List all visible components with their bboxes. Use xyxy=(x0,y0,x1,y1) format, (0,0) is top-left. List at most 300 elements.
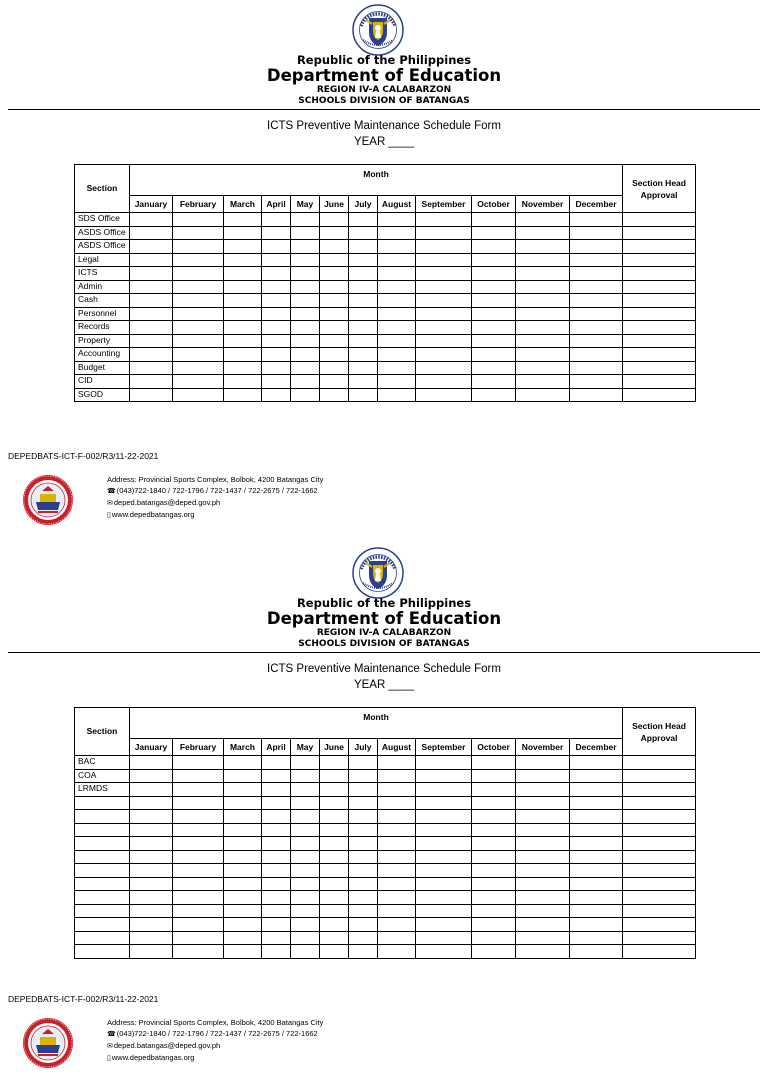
schedule-cell[interactable] xyxy=(378,769,416,783)
schedule-cell[interactable] xyxy=(349,891,378,905)
schedule-cell[interactable] xyxy=(378,213,416,227)
schedule-cell[interactable] xyxy=(349,267,378,281)
schedule-cell[interactable] xyxy=(291,226,320,240)
schedule-cell[interactable] xyxy=(349,769,378,783)
schedule-cell[interactable] xyxy=(416,769,472,783)
schedule-cell[interactable] xyxy=(378,307,416,321)
approval-cell[interactable] xyxy=(623,904,696,918)
schedule-cell[interactable] xyxy=(173,321,224,335)
schedule-cell[interactable] xyxy=(291,891,320,905)
approval-cell[interactable] xyxy=(623,810,696,824)
schedule-cell[interactable] xyxy=(320,877,349,891)
approval-cell[interactable] xyxy=(623,945,696,959)
schedule-cell[interactable] xyxy=(516,931,570,945)
schedule-cell[interactable] xyxy=(378,796,416,810)
schedule-cell[interactable] xyxy=(320,348,349,362)
schedule-cell[interactable] xyxy=(516,796,570,810)
approval-cell[interactable] xyxy=(623,850,696,864)
schedule-cell[interactable] xyxy=(416,796,472,810)
schedule-cell[interactable] xyxy=(416,348,472,362)
schedule-cell[interactable] xyxy=(224,334,262,348)
schedule-cell[interactable] xyxy=(516,321,570,335)
schedule-cell[interactable] xyxy=(320,769,349,783)
schedule-cell[interactable] xyxy=(416,280,472,294)
schedule-cell[interactable] xyxy=(224,348,262,362)
schedule-cell[interactable] xyxy=(516,226,570,240)
schedule-cell[interactable] xyxy=(516,213,570,227)
schedule-cell[interactable] xyxy=(291,307,320,321)
schedule-cell[interactable] xyxy=(291,375,320,389)
schedule-cell[interactable] xyxy=(130,361,173,375)
schedule-cell[interactable] xyxy=(130,213,173,227)
schedule-cell[interactable] xyxy=(416,240,472,254)
schedule-cell[interactable] xyxy=(472,823,516,837)
schedule-cell[interactable] xyxy=(416,267,472,281)
schedule-cell[interactable] xyxy=(320,823,349,837)
schedule-cell[interactable] xyxy=(472,226,516,240)
schedule-cell[interactable] xyxy=(416,837,472,851)
schedule-cell[interactable] xyxy=(516,837,570,851)
schedule-cell[interactable] xyxy=(224,240,262,254)
schedule-cell[interactable] xyxy=(173,823,224,837)
schedule-cell[interactable] xyxy=(472,945,516,959)
schedule-cell[interactable] xyxy=(378,756,416,770)
schedule-cell[interactable] xyxy=(224,321,262,335)
schedule-cell[interactable] xyxy=(130,891,173,905)
schedule-cell[interactable] xyxy=(320,280,349,294)
schedule-cell[interactable] xyxy=(173,918,224,932)
schedule-cell[interactable] xyxy=(224,226,262,240)
schedule-cell[interactable] xyxy=(291,253,320,267)
schedule-cell[interactable] xyxy=(224,850,262,864)
schedule-cell[interactable] xyxy=(224,918,262,932)
schedule-cell[interactable] xyxy=(349,307,378,321)
schedule-cell[interactable] xyxy=(320,253,349,267)
schedule-cell[interactable] xyxy=(378,321,416,335)
approval-cell[interactable] xyxy=(623,796,696,810)
schedule-cell[interactable] xyxy=(516,361,570,375)
approval-cell[interactable] xyxy=(623,918,696,932)
schedule-cell[interactable] xyxy=(416,918,472,932)
schedule-cell[interactable] xyxy=(472,810,516,824)
schedule-cell[interactable] xyxy=(173,334,224,348)
schedule-cell[interactable] xyxy=(570,307,623,321)
schedule-cell[interactable] xyxy=(570,361,623,375)
schedule-cell[interactable] xyxy=(130,348,173,362)
schedule-cell[interactable] xyxy=(262,918,291,932)
approval-cell[interactable] xyxy=(623,769,696,783)
schedule-cell[interactable] xyxy=(262,769,291,783)
schedule-cell[interactable] xyxy=(320,361,349,375)
schedule-cell[interactable] xyxy=(130,334,173,348)
schedule-cell[interactable] xyxy=(224,213,262,227)
schedule-cell[interactable] xyxy=(516,877,570,891)
schedule-cell[interactable] xyxy=(516,891,570,905)
schedule-cell[interactable] xyxy=(173,904,224,918)
schedule-cell[interactable] xyxy=(472,904,516,918)
schedule-cell[interactable] xyxy=(224,769,262,783)
schedule-cell[interactable] xyxy=(349,361,378,375)
schedule-cell[interactable] xyxy=(378,904,416,918)
schedule-cell[interactable] xyxy=(472,267,516,281)
schedule-cell[interactable] xyxy=(320,783,349,797)
schedule-cell[interactable] xyxy=(173,891,224,905)
schedule-cell[interactable] xyxy=(173,796,224,810)
schedule-cell[interactable] xyxy=(173,361,224,375)
approval-cell[interactable] xyxy=(623,321,696,335)
schedule-cell[interactable] xyxy=(472,240,516,254)
schedule-cell[interactable] xyxy=(570,321,623,335)
schedule-cell[interactable] xyxy=(472,837,516,851)
schedule-cell[interactable] xyxy=(416,213,472,227)
schedule-cell[interactable] xyxy=(262,891,291,905)
schedule-cell[interactable] xyxy=(173,348,224,362)
schedule-cell[interactable] xyxy=(130,783,173,797)
schedule-cell[interactable] xyxy=(349,864,378,878)
schedule-cell[interactable] xyxy=(262,321,291,335)
schedule-cell[interactable] xyxy=(291,945,320,959)
schedule-cell[interactable] xyxy=(416,253,472,267)
schedule-cell[interactable] xyxy=(570,348,623,362)
schedule-cell[interactable] xyxy=(224,810,262,824)
schedule-cell[interactable] xyxy=(516,810,570,824)
schedule-cell[interactable] xyxy=(291,213,320,227)
schedule-cell[interactable] xyxy=(516,307,570,321)
schedule-cell[interactable] xyxy=(320,891,349,905)
schedule-cell[interactable] xyxy=(516,850,570,864)
schedule-cell[interactable] xyxy=(472,850,516,864)
schedule-cell[interactable] xyxy=(416,783,472,797)
schedule-cell[interactable] xyxy=(130,321,173,335)
schedule-cell[interactable] xyxy=(516,375,570,389)
schedule-cell[interactable] xyxy=(130,280,173,294)
schedule-cell[interactable] xyxy=(416,321,472,335)
schedule-cell[interactable] xyxy=(472,864,516,878)
schedule-cell[interactable] xyxy=(416,945,472,959)
schedule-cell[interactable] xyxy=(516,294,570,308)
schedule-cell[interactable] xyxy=(516,348,570,362)
schedule-cell[interactable] xyxy=(262,240,291,254)
schedule-cell[interactable] xyxy=(320,945,349,959)
schedule-cell[interactable] xyxy=(378,267,416,281)
approval-cell[interactable] xyxy=(623,226,696,240)
schedule-cell[interactable] xyxy=(320,756,349,770)
schedule-cell[interactable] xyxy=(416,226,472,240)
schedule-cell[interactable] xyxy=(570,226,623,240)
schedule-cell[interactable] xyxy=(224,891,262,905)
schedule-cell[interactable] xyxy=(262,877,291,891)
schedule-cell[interactable] xyxy=(349,783,378,797)
schedule-cell[interactable] xyxy=(472,348,516,362)
schedule-cell[interactable] xyxy=(262,253,291,267)
schedule-cell[interactable] xyxy=(262,226,291,240)
schedule-cell[interactable] xyxy=(173,931,224,945)
schedule-cell[interactable] xyxy=(416,931,472,945)
schedule-cell[interactable] xyxy=(378,823,416,837)
schedule-cell[interactable] xyxy=(262,375,291,389)
schedule-cell[interactable] xyxy=(570,796,623,810)
schedule-cell[interactable] xyxy=(262,796,291,810)
schedule-cell[interactable] xyxy=(291,918,320,932)
schedule-cell[interactable] xyxy=(262,334,291,348)
schedule-cell[interactable] xyxy=(291,294,320,308)
schedule-cell[interactable] xyxy=(262,823,291,837)
schedule-cell[interactable] xyxy=(130,796,173,810)
schedule-cell[interactable] xyxy=(378,253,416,267)
schedule-cell[interactable] xyxy=(472,931,516,945)
schedule-cell[interactable] xyxy=(262,945,291,959)
schedule-cell[interactable] xyxy=(472,294,516,308)
approval-cell[interactable] xyxy=(623,240,696,254)
schedule-cell[interactable] xyxy=(320,213,349,227)
schedule-cell[interactable] xyxy=(173,294,224,308)
schedule-cell[interactable] xyxy=(349,904,378,918)
schedule-cell[interactable] xyxy=(130,240,173,254)
schedule-cell[interactable] xyxy=(378,226,416,240)
schedule-cell[interactable] xyxy=(130,253,173,267)
schedule-cell[interactable] xyxy=(472,891,516,905)
schedule-cell[interactable] xyxy=(570,388,623,402)
schedule-cell[interactable] xyxy=(349,837,378,851)
schedule-cell[interactable] xyxy=(320,307,349,321)
schedule-cell[interactable] xyxy=(416,864,472,878)
approval-cell[interactable] xyxy=(623,307,696,321)
schedule-cell[interactable] xyxy=(130,864,173,878)
schedule-cell[interactable] xyxy=(262,267,291,281)
approval-cell[interactable] xyxy=(623,334,696,348)
schedule-cell[interactable] xyxy=(224,388,262,402)
schedule-cell[interactable] xyxy=(472,796,516,810)
schedule-cell[interactable] xyxy=(416,904,472,918)
schedule-cell[interactable] xyxy=(291,864,320,878)
schedule-cell[interactable] xyxy=(130,307,173,321)
schedule-cell[interactable] xyxy=(570,837,623,851)
schedule-cell[interactable] xyxy=(224,931,262,945)
schedule-cell[interactable] xyxy=(378,918,416,932)
schedule-cell[interactable] xyxy=(378,388,416,402)
schedule-cell[interactable] xyxy=(130,267,173,281)
schedule-cell[interactable] xyxy=(291,756,320,770)
schedule-cell[interactable] xyxy=(570,267,623,281)
schedule-cell[interactable] xyxy=(472,253,516,267)
schedule-cell[interactable] xyxy=(472,361,516,375)
schedule-cell[interactable] xyxy=(349,213,378,227)
schedule-cell[interactable] xyxy=(378,361,416,375)
schedule-cell[interactable] xyxy=(416,361,472,375)
schedule-cell[interactable] xyxy=(416,850,472,864)
schedule-cell[interactable] xyxy=(472,280,516,294)
schedule-cell[interactable] xyxy=(349,253,378,267)
schedule-cell[interactable] xyxy=(320,796,349,810)
schedule-cell[interactable] xyxy=(516,864,570,878)
schedule-cell[interactable] xyxy=(173,769,224,783)
schedule-cell[interactable] xyxy=(320,850,349,864)
schedule-cell[interactable] xyxy=(130,226,173,240)
schedule-cell[interactable] xyxy=(173,837,224,851)
schedule-cell[interactable] xyxy=(130,837,173,851)
schedule-cell[interactable] xyxy=(472,334,516,348)
schedule-cell[interactable] xyxy=(320,375,349,389)
schedule-cell[interactable] xyxy=(262,756,291,770)
approval-cell[interactable] xyxy=(623,864,696,878)
schedule-cell[interactable] xyxy=(130,850,173,864)
schedule-cell[interactable] xyxy=(516,388,570,402)
schedule-cell[interactable] xyxy=(570,240,623,254)
schedule-cell[interactable] xyxy=(224,904,262,918)
approval-cell[interactable] xyxy=(623,348,696,362)
schedule-cell[interactable] xyxy=(516,904,570,918)
schedule-cell[interactable] xyxy=(320,226,349,240)
schedule-cell[interactable] xyxy=(472,769,516,783)
schedule-cell[interactable] xyxy=(570,810,623,824)
schedule-cell[interactable] xyxy=(130,823,173,837)
schedule-cell[interactable] xyxy=(224,945,262,959)
schedule-cell[interactable] xyxy=(516,756,570,770)
approval-cell[interactable] xyxy=(623,361,696,375)
schedule-cell[interactable] xyxy=(378,240,416,254)
schedule-cell[interactable] xyxy=(130,945,173,959)
approval-cell[interactable] xyxy=(623,375,696,389)
schedule-cell[interactable] xyxy=(349,321,378,335)
schedule-cell[interactable] xyxy=(130,904,173,918)
schedule-cell[interactable] xyxy=(224,294,262,308)
schedule-cell[interactable] xyxy=(516,253,570,267)
schedule-cell[interactable] xyxy=(262,307,291,321)
schedule-cell[interactable] xyxy=(224,837,262,851)
schedule-cell[interactable] xyxy=(320,837,349,851)
schedule-cell[interactable] xyxy=(173,877,224,891)
schedule-cell[interactable] xyxy=(472,213,516,227)
schedule-cell[interactable] xyxy=(516,334,570,348)
schedule-cell[interactable] xyxy=(291,850,320,864)
schedule-cell[interactable] xyxy=(349,823,378,837)
schedule-cell[interactable] xyxy=(516,769,570,783)
schedule-cell[interactable] xyxy=(416,388,472,402)
schedule-cell[interactable] xyxy=(516,945,570,959)
schedule-cell[interactable] xyxy=(320,321,349,335)
schedule-cell[interactable] xyxy=(349,348,378,362)
schedule-cell[interactable] xyxy=(224,783,262,797)
approval-cell[interactable] xyxy=(623,388,696,402)
schedule-cell[interactable] xyxy=(349,931,378,945)
schedule-cell[interactable] xyxy=(173,388,224,402)
schedule-cell[interactable] xyxy=(349,796,378,810)
schedule-cell[interactable] xyxy=(570,850,623,864)
schedule-cell[interactable] xyxy=(262,904,291,918)
schedule-cell[interactable] xyxy=(262,850,291,864)
schedule-cell[interactable] xyxy=(570,945,623,959)
schedule-cell[interactable] xyxy=(173,850,224,864)
schedule-cell[interactable] xyxy=(378,348,416,362)
approval-cell[interactable] xyxy=(623,783,696,797)
schedule-cell[interactable] xyxy=(378,877,416,891)
approval-cell[interactable] xyxy=(623,877,696,891)
schedule-cell[interactable] xyxy=(291,796,320,810)
schedule-cell[interactable] xyxy=(173,267,224,281)
schedule-cell[interactable] xyxy=(570,213,623,227)
schedule-cell[interactable] xyxy=(224,267,262,281)
schedule-cell[interactable] xyxy=(378,837,416,851)
schedule-cell[interactable] xyxy=(416,307,472,321)
schedule-cell[interactable] xyxy=(291,240,320,254)
schedule-cell[interactable] xyxy=(416,810,472,824)
schedule-cell[interactable] xyxy=(570,877,623,891)
schedule-cell[interactable] xyxy=(262,348,291,362)
schedule-cell[interactable] xyxy=(378,810,416,824)
schedule-cell[interactable] xyxy=(349,877,378,891)
schedule-cell[interactable] xyxy=(570,334,623,348)
schedule-cell[interactable] xyxy=(349,810,378,824)
schedule-cell[interactable] xyxy=(173,226,224,240)
schedule-cell[interactable] xyxy=(570,783,623,797)
schedule-cell[interactable] xyxy=(416,334,472,348)
schedule-cell[interactable] xyxy=(130,769,173,783)
schedule-cell[interactable] xyxy=(378,945,416,959)
schedule-cell[interactable] xyxy=(516,823,570,837)
schedule-cell[interactable] xyxy=(291,348,320,362)
schedule-cell[interactable] xyxy=(291,334,320,348)
schedule-cell[interactable] xyxy=(262,213,291,227)
schedule-cell[interactable] xyxy=(291,931,320,945)
schedule-cell[interactable] xyxy=(130,877,173,891)
schedule-cell[interactable] xyxy=(291,267,320,281)
schedule-cell[interactable] xyxy=(224,823,262,837)
schedule-cell[interactable] xyxy=(320,334,349,348)
schedule-cell[interactable] xyxy=(291,361,320,375)
schedule-cell[interactable] xyxy=(349,334,378,348)
schedule-cell[interactable] xyxy=(224,361,262,375)
schedule-cell[interactable] xyxy=(320,240,349,254)
schedule-cell[interactable] xyxy=(224,280,262,294)
schedule-cell[interactable] xyxy=(291,810,320,824)
schedule-cell[interactable] xyxy=(262,837,291,851)
schedule-cell[interactable] xyxy=(472,307,516,321)
schedule-cell[interactable] xyxy=(130,931,173,945)
schedule-cell[interactable] xyxy=(570,823,623,837)
schedule-cell[interactable] xyxy=(262,388,291,402)
schedule-cell[interactable] xyxy=(130,918,173,932)
schedule-cell[interactable] xyxy=(173,375,224,389)
schedule-cell[interactable] xyxy=(320,918,349,932)
schedule-cell[interactable] xyxy=(349,945,378,959)
schedule-cell[interactable] xyxy=(291,823,320,837)
schedule-cell[interactable] xyxy=(291,388,320,402)
schedule-cell[interactable] xyxy=(130,756,173,770)
schedule-cell[interactable] xyxy=(472,877,516,891)
schedule-cell[interactable] xyxy=(224,253,262,267)
schedule-cell[interactable] xyxy=(173,213,224,227)
schedule-cell[interactable] xyxy=(516,918,570,932)
schedule-cell[interactable] xyxy=(262,783,291,797)
schedule-cell[interactable] xyxy=(378,931,416,945)
schedule-cell[interactable] xyxy=(570,294,623,308)
approval-cell[interactable] xyxy=(623,213,696,227)
schedule-cell[interactable] xyxy=(416,823,472,837)
schedule-cell[interactable] xyxy=(262,931,291,945)
schedule-cell[interactable] xyxy=(262,864,291,878)
schedule-cell[interactable] xyxy=(291,280,320,294)
approval-cell[interactable] xyxy=(623,823,696,837)
schedule-cell[interactable] xyxy=(291,783,320,797)
approval-cell[interactable] xyxy=(623,294,696,308)
schedule-cell[interactable] xyxy=(349,850,378,864)
schedule-cell[interactable] xyxy=(416,891,472,905)
schedule-cell[interactable] xyxy=(416,294,472,308)
schedule-cell[interactable] xyxy=(224,375,262,389)
schedule-cell[interactable] xyxy=(130,388,173,402)
schedule-cell[interactable] xyxy=(173,864,224,878)
schedule-cell[interactable] xyxy=(349,294,378,308)
